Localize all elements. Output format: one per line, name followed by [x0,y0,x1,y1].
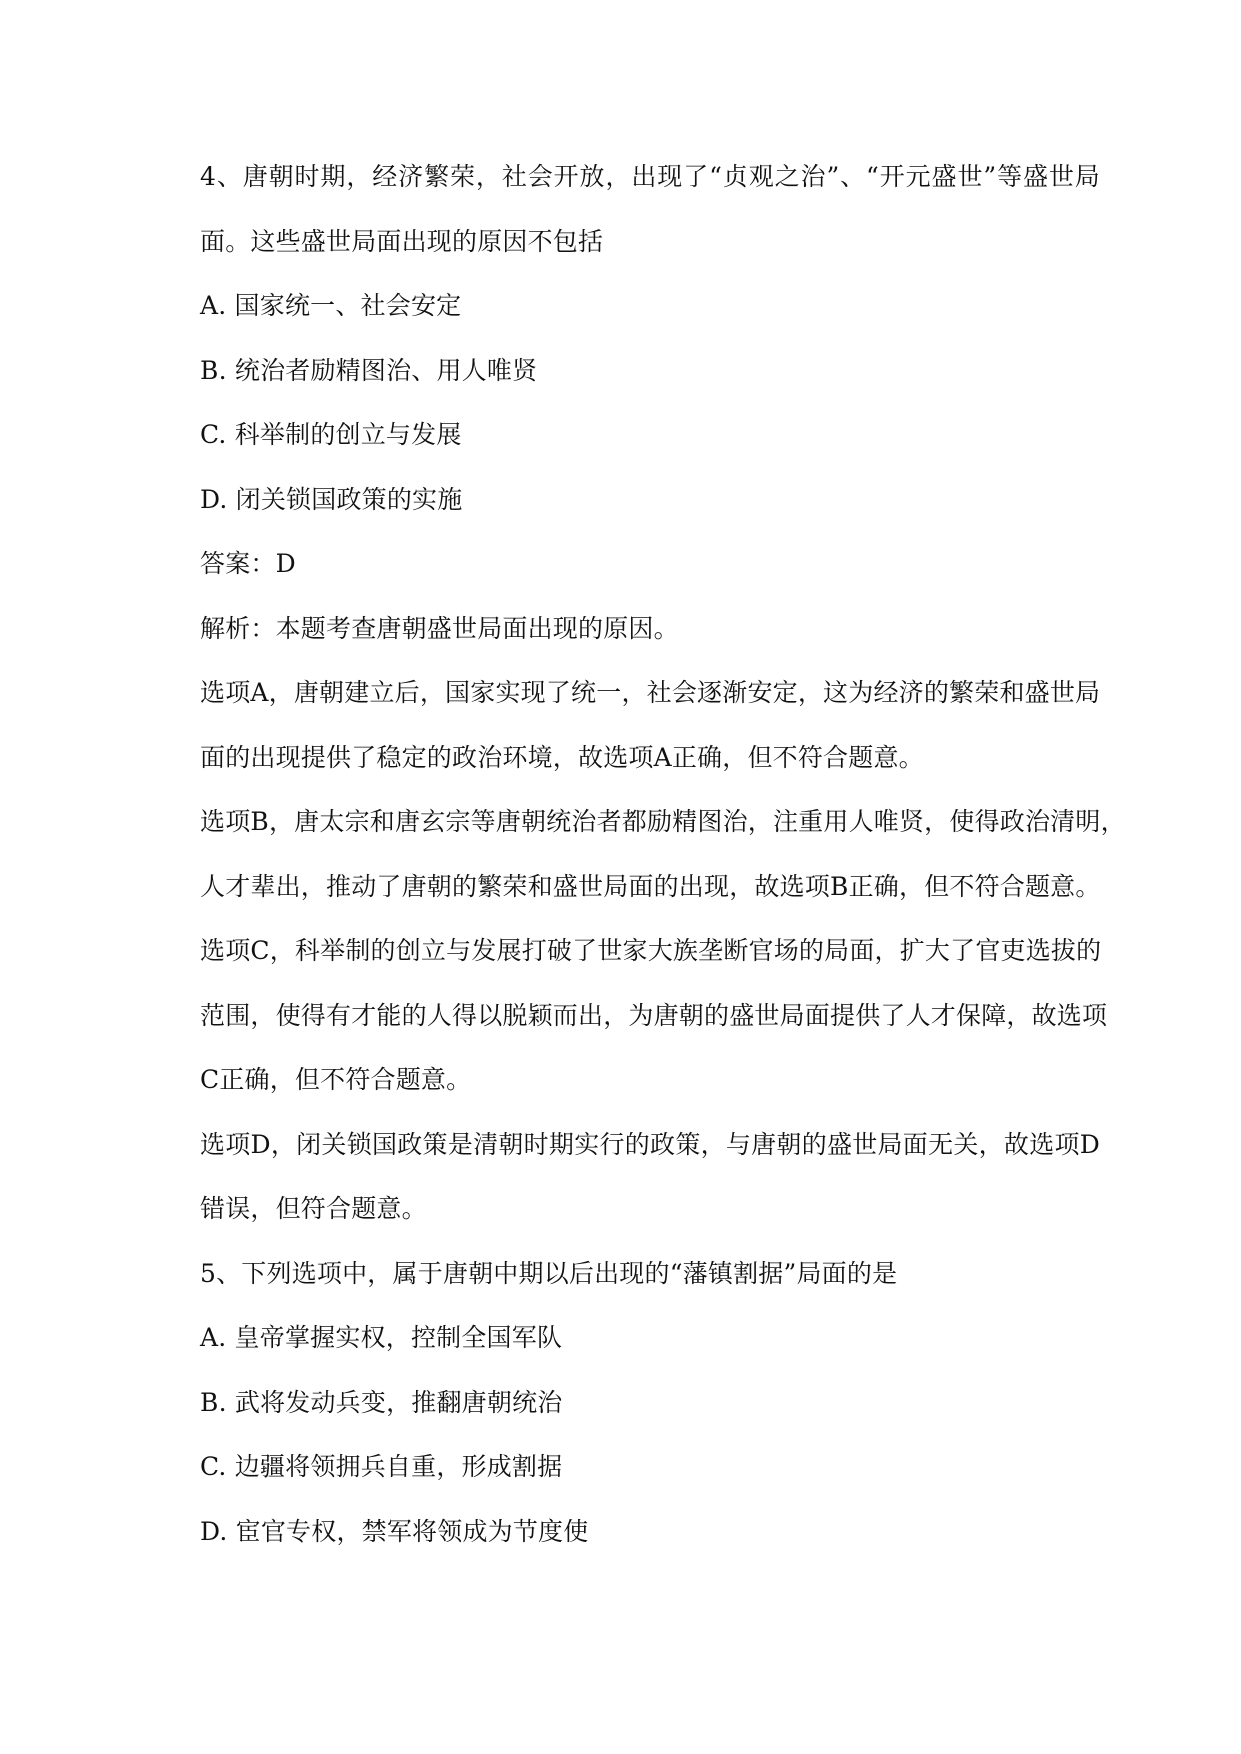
analysis-option-a-line-2: 面的出现提供了稳定的政治环境，故选项A正确，但不符合题意。 [200,742,924,772]
question-4-option-d: D. 闭关锁国政策的实施 [200,484,463,514]
question-4-analysis-intro: 解析：本题考查唐朝盛世局面出现的原因。 [200,613,679,643]
question-4-option-b: B. 统治者励精图治、用人唯贤 [200,355,538,385]
analysis-option-b-line-2: 人才辈出，推动了唐朝的繁荣和盛世局面的出现，故选项B正确，但不符合题意。 [200,871,1101,901]
analysis-option-d-line-1: 选项D，闭关锁国政策是清朝时期实行的政策，与唐朝的盛世局面无关，故选项D [200,1129,1100,1159]
question-4-answer: 答案：D [200,549,296,578]
question-5-stem: 5、下列选项中，属于唐朝中期以后出现的“藩镇割据”局面的是 [200,1258,898,1288]
question-5-option-c: C. 边疆将领拥兵自重，形成割据 [200,1452,563,1481]
analysis-option-c-line-1: 选项C，科举制的创立与发展打破了世家大族垄断官场的局面，扩大了官吏选拔的 [200,936,1102,965]
analysis-option-c-line-2: 范围，使得有才能的人得以脱颖而出，为唐朝的盛世局面提供了人才保障，故选项 [200,1000,1108,1030]
document-body [200,145,1126,1564]
question-5-option-a: A. 皇帝掌握实权，控制全国军队 [200,1323,563,1352]
question-5-option-b: B. 武将发动兵变，推翻唐朝统治 [200,1387,563,1417]
analysis-option-d-line-2: 错误，但符合题意。 [200,1194,427,1223]
question-4-option-a: A. 国家统一、社会安定 [200,291,462,320]
question-4-stem-line-1: 4、唐朝时期，经济繁荣，社会开放，出现了“贞观之治”、“开元盛世”等盛世局 [200,162,1100,191]
question-5-option-d: D. 宦官专权，禁军将领成为节度使 [200,1516,589,1546]
question-4-option-c: C. 科举制的创立与发展 [200,420,462,449]
analysis-option-a-line-1: 选项A，唐朝建立后，国家实现了统一，社会逐渐安定，这为经济的繁荣和盛世局 [200,678,1101,707]
question-4-stem-line-2: 面。这些盛世局面出现的原因不包括 [200,226,604,256]
analysis-option-c-line-3: C正确，但不符合题意。 [200,1065,472,1094]
analysis-option-b-line-1: 选项B，唐太宗和唐玄宗等唐朝统治者都励精图治，注重用人唯贤，使得政治清明， [200,807,1126,836]
